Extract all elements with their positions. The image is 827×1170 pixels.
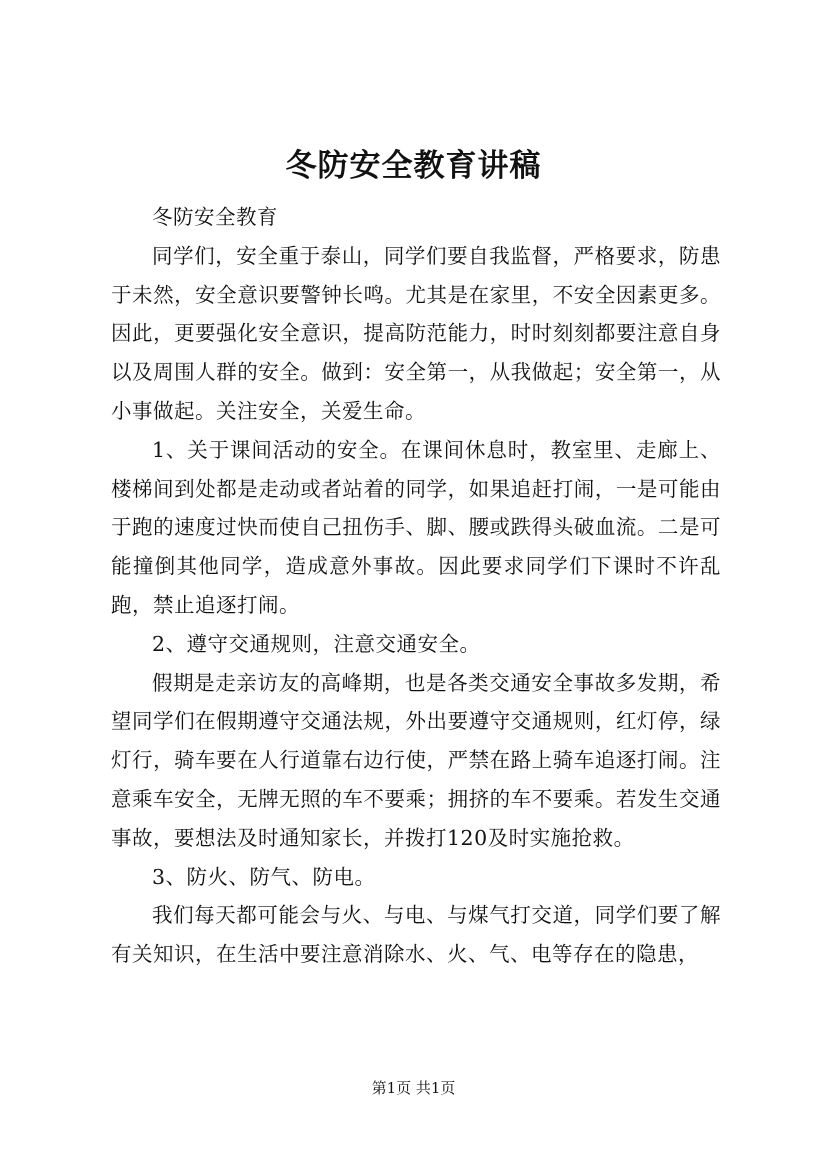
- paragraph-fire-safety: 我们每天都可能会与火、与电、与煤气打交道，同学们要了解有关知识，在生活中要注意消除水、火、气、电等存在的隐患，: [111, 903, 721, 967]
- paragraph-subtitle: 冬防安全教育: [152, 205, 278, 229]
- paragraph-traffic-safety: 假期是走亲访友的高峰期，也是各类交通安全事故多发期，希望同学们在假期遵守交通法规，外出要遵守交通规则，红灯停，绿灯行，骑车要在人行道靠右边行使，严禁在路上骑车追逐打闹。注意乘车安全，无牌无照的车不要乘；拥挤的车不要乘。若发生交通事故，要想法及时通知家长，并拨打120及时实施抢救。: [111, 670, 721, 850]
- document-body: [111, 198, 721, 974]
- paragraph-fire-heading: 3、防火、防气、防电。: [152, 864, 376, 889]
- page-footer: 第1页 共1页: [371, 1079, 456, 1097]
- paragraph-traffic-heading: 2、遵守交通规则，注意交通安全。: [152, 631, 481, 656]
- paragraph-intro: 同学们，安全重于泰山，同学们要自我监督，严格要求，防患于未然，安全意识要警钟长鸣。尤其是在家里，不安全因素更多。因此，更要强化安全意识，提高防范能力，时时刻刻都要注意自身以及周围人群的安全。做到：安全第一，从我做起；安全第一，从小事做起。关注安全，关爱生命。: [111, 243, 721, 423]
- paragraph-recess-safety: 1、关于课间活动的安全。在课间休息时，教室里、走廊上、楼梯间到处都是走动或者站着的同学，如果追赶打闹，一是可能由于跑的速度过快而使自己扭伤手、脚、腰或跌得头破血流。二是可能撞倒其他同学，造成意外事故。因此要求同学们下课时不许乱跑，禁止追逐打闹。: [111, 437, 721, 617]
- document-title: 冬防安全教育讲稿: [285, 148, 542, 184]
